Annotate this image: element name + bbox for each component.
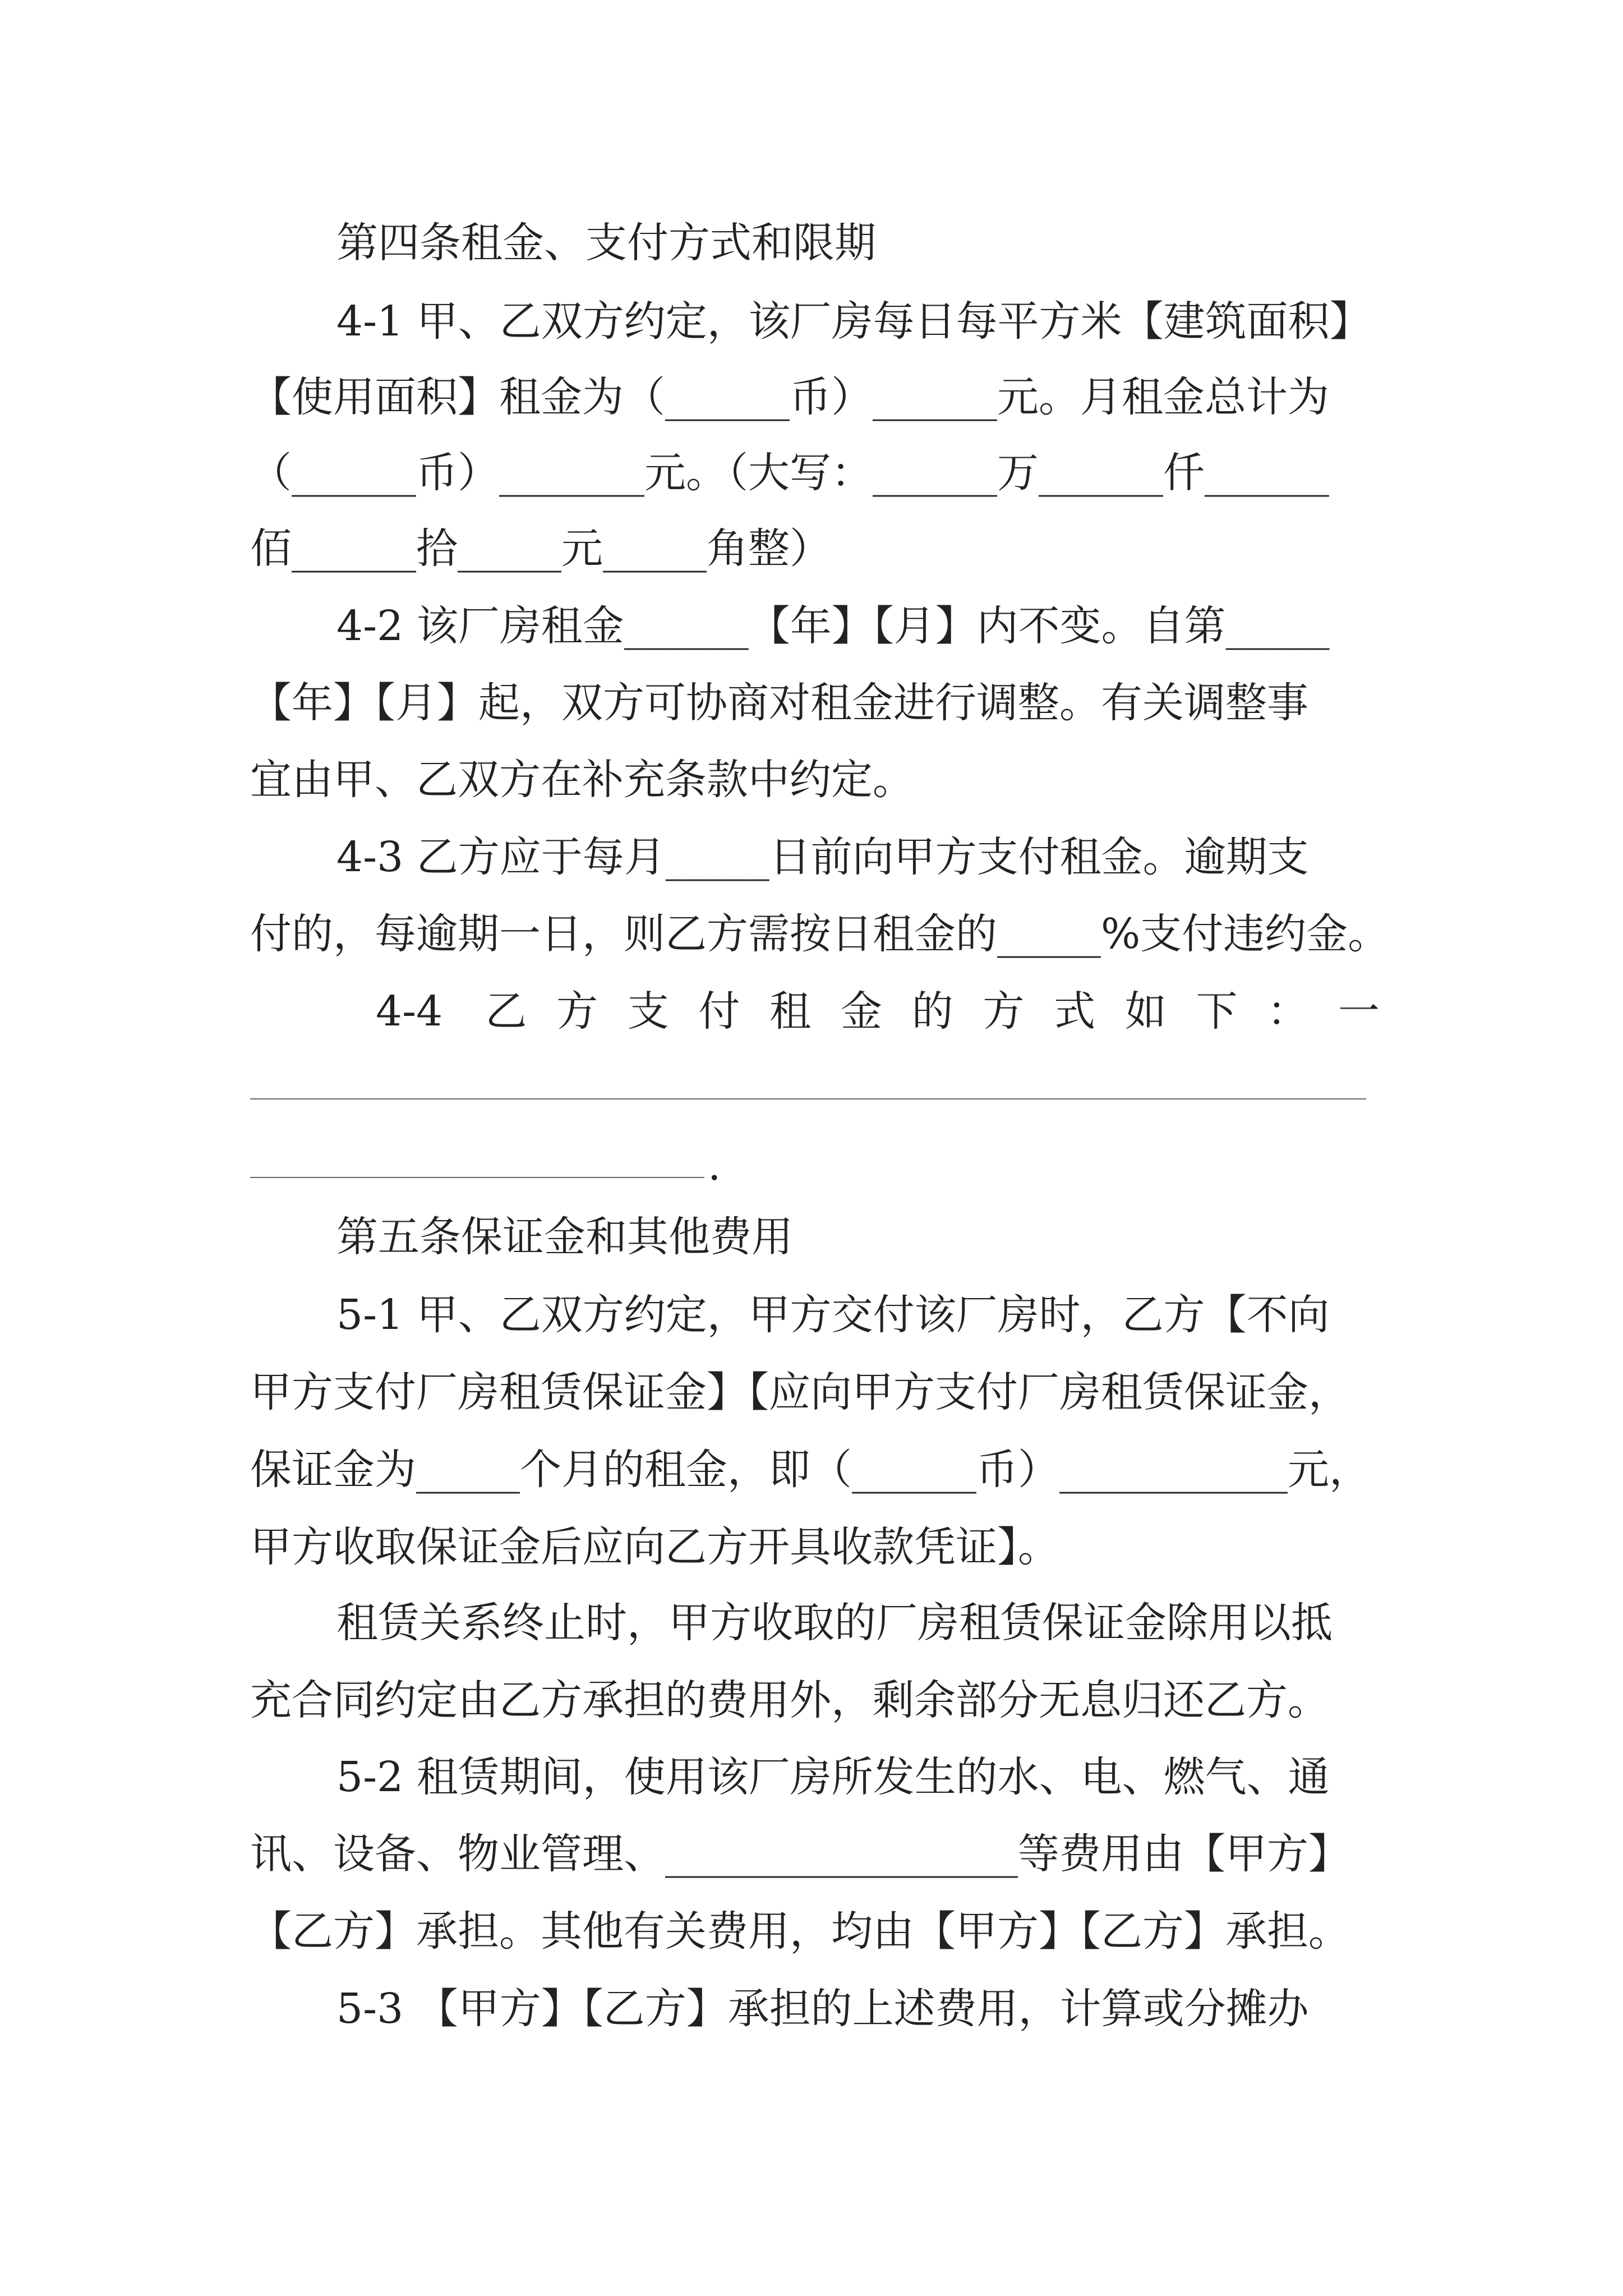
deposit-return-line-1: 租赁关系终止时，甲方收取的厂房租赁保证金除用以抵 [336,1599,1332,1647]
deposit-return-line-2: 充合同约定由乙方承担的费用外，剩余部分无息归还乙方。 [250,1676,1329,1724]
clause-4-3-line-1: 4-3 乙方应于每月_____日前向甲方支付租金。逾期支 [336,833,1309,881]
clause-5-2-line-3: 【乙方】承担。其他有关费用，均由【甲方】【乙方】承担。 [250,1907,1350,1955]
clause-5-1-line-1: 5-1 甲、乙双方约定，甲方交付该厂房时，乙方【不向 [336,1291,1330,1339]
clause-4-1-line-1: 4-1 甲、乙双方约定，该厂房每日每平方米【建筑面积】 [336,297,1371,346]
clause-5-1-line-2: 甲方支付厂房租赁保证金】【应向甲方支付厂房租赁保证金， [250,1368,1350,1416]
clause-4-4-end-period: . [708,1142,721,1190]
clause-4-3-line-2: 付的，每逾期一日，则乙方需按日租金的_____%支付违约金。 [250,910,1390,958]
clause-5-3-line-1: 5-3 【甲方】【乙方】承担的上述费用，计算或分摊办 [336,1985,1309,2033]
clause-4-2-line-3: 宜由甲、乙双方在补充条款中约定。 [250,756,914,804]
blank-fill-line [250,1098,1366,1099]
clause-4-2-line-1: 4-2 该厂房租金______【年】【月】内不变。自第_____ [336,602,1330,650]
clause-5-2-line-1: 5-2 租赁期间，使用该厂房所发生的水、电、燃气、通 [336,1753,1330,1801]
clause-5-2-line-2: 讯、设备、物业管理、_________________等费用由【甲方】 [250,1830,1350,1878]
clause-4-1-line-3: （______币）_______元。（大写：______万______仟______ [250,449,1329,497]
clause-4-2-line-2: 【年】【月】起，双方可协商对租金进行调整。有关调整事 [250,679,1308,727]
clause-5-1-line-3: 保证金为_____个月的租金，即（______币）___________元， [250,1446,1371,1494]
clause-4-4-line-1: 4-4 乙方支付租金的方式如下：一 [376,987,1380,1036]
article5-heading: 第五条保证金和其他费用 [336,1213,793,1261]
clause-4-1-line-2: 【使用面积】租金为（______币）______元。月租金总计为 [250,373,1329,421]
blank-fill-line-short [250,1177,704,1178]
clause-5-1-line-4: 甲方收取保证金后应向乙方开具收款凭证】。 [250,1523,1059,1571]
article4-heading: 第四条租金、支付方式和限期 [336,219,876,267]
clause-4-1-line-4: 佰______拾_____元_____角整） [250,524,831,573]
